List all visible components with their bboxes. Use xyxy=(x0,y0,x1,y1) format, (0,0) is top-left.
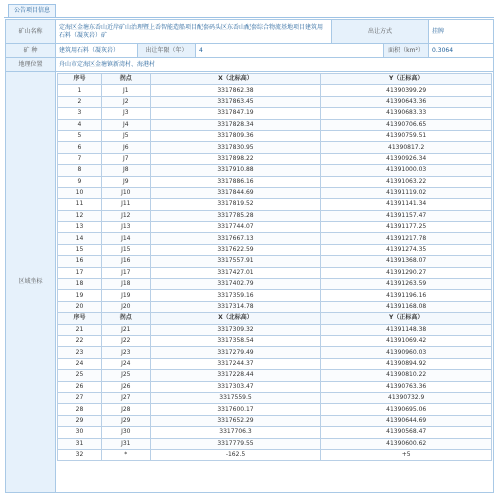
x-cell: 3317830.95 xyxy=(150,142,321,153)
point-cell: J11 xyxy=(101,199,150,210)
point-cell: J25 xyxy=(101,370,150,381)
point-cell: J29 xyxy=(101,415,150,426)
y-cell: 41390643.36 xyxy=(321,96,492,107)
x-cell: 3317600.17 xyxy=(150,404,321,415)
point-cell: J7 xyxy=(101,153,150,164)
x-cell: 3317622.59 xyxy=(150,244,321,255)
y-cell: 41391141.34 xyxy=(321,199,492,210)
y-cell: 41390706.65 xyxy=(321,119,492,130)
point-cell: J31 xyxy=(101,438,150,449)
x-cell: 3317359.16 xyxy=(150,290,321,301)
x-cell: 3317358.54 xyxy=(150,335,321,346)
y-cell: 41390810.22 xyxy=(321,370,492,381)
table-row xyxy=(58,85,492,96)
table-row xyxy=(58,347,492,358)
table-row xyxy=(58,267,492,278)
location-value: 舟山市定海区金塘镇新湾村、海港村 xyxy=(56,58,494,72)
table-row xyxy=(58,449,492,460)
point-cell: J2 xyxy=(101,96,150,107)
x-cell: 3317314.78 xyxy=(150,301,321,312)
point-cell: 拐点 xyxy=(101,313,150,324)
seq-cell: 24 xyxy=(58,358,102,369)
x-cell: 3317228.44 xyxy=(150,370,321,381)
seq-cell: 10 xyxy=(58,187,102,198)
table-row xyxy=(58,256,492,267)
point-cell: J1 xyxy=(101,85,150,96)
y-cell: 41391177.25 xyxy=(321,222,492,233)
seq-cell: 23 xyxy=(58,347,102,358)
point-cell: J13 xyxy=(101,222,150,233)
x-cell: 3317785.28 xyxy=(150,210,321,221)
y-cell: 41390683.33 xyxy=(321,108,492,119)
y-cell: 41391148.38 xyxy=(321,324,492,335)
seq-cell: 2 xyxy=(58,96,102,107)
point-cell: J23 xyxy=(101,347,150,358)
point-cell: J6 xyxy=(101,142,150,153)
area-label: 面积（km²） xyxy=(384,44,429,58)
x-cell: 3317844.69 xyxy=(150,187,321,198)
point-cell: J16 xyxy=(101,256,150,267)
seq-cell: 序号 xyxy=(58,313,102,324)
x-cell: 3317279.49 xyxy=(150,347,321,358)
y-cell: +5 xyxy=(321,449,492,460)
table-row xyxy=(58,381,492,392)
table-row xyxy=(58,358,492,369)
table-row xyxy=(58,301,492,312)
seq-cell: 18 xyxy=(58,279,102,290)
point-cell: * xyxy=(101,449,150,460)
tab-bar xyxy=(4,3,494,18)
table-row xyxy=(58,438,492,449)
years-label: 出让年限（年） xyxy=(138,44,196,58)
header-seq: 序号 xyxy=(58,74,102,85)
x-cell: 3317244.37 xyxy=(150,358,321,369)
header-point: 拐点 xyxy=(101,74,150,85)
point-cell: J5 xyxy=(101,130,150,141)
y-cell: 41390926.34 xyxy=(321,153,492,164)
seq-cell: 32 xyxy=(58,449,102,460)
x-cell: 3317559.5 xyxy=(150,392,321,403)
x-cell: 3317898.22 xyxy=(150,153,321,164)
y-cell: 41390960.03 xyxy=(321,347,492,358)
seq-cell: 21 xyxy=(58,324,102,335)
x-cell: 3317886.16 xyxy=(150,176,321,187)
coordinate-table xyxy=(57,73,492,461)
table-row xyxy=(58,153,492,164)
y-cell: 41391157.47 xyxy=(321,210,492,221)
point-cell: J19 xyxy=(101,290,150,301)
mine-name-value: 定海区金塘东岙山近岸矿山治理暨上岙智能造船项目配套码头区东岙山配套综合物流基地项目建筑用石料（凝灰岩）矿 xyxy=(56,20,332,44)
x-cell: X（北标高） xyxy=(150,313,321,324)
seq-cell: 11 xyxy=(58,199,102,210)
table-row xyxy=(58,165,492,176)
x-cell: 3317706.3 xyxy=(150,427,321,438)
point-cell: J10 xyxy=(101,187,150,198)
point-cell: J14 xyxy=(101,233,150,244)
x-cell: -162.5 xyxy=(150,449,321,460)
x-cell: 3317744.07 xyxy=(150,222,321,233)
y-cell: 41391000.03 xyxy=(321,165,492,176)
coords-cell xyxy=(56,72,494,493)
seq-cell: 13 xyxy=(58,222,102,233)
y-cell: 41391119.02 xyxy=(321,187,492,198)
header-y: Y（正标高） xyxy=(321,74,492,85)
seq-cell: 6 xyxy=(58,142,102,153)
point-cell: J22 xyxy=(101,335,150,346)
mineral-value: 建筑用石料（凝灰岩） xyxy=(56,44,138,58)
seq-cell: 12 xyxy=(58,210,102,221)
point-cell: J28 xyxy=(101,404,150,415)
y-cell: 41390763.36 xyxy=(321,381,492,392)
point-cell: J20 xyxy=(101,301,150,312)
seq-cell: 31 xyxy=(58,438,102,449)
y-cell: 41390600.62 xyxy=(321,438,492,449)
table-row xyxy=(58,415,492,426)
y-cell: 41390732.9 xyxy=(321,392,492,403)
table-row xyxy=(58,244,492,255)
years-value: 4 xyxy=(196,44,384,58)
y-cell: 41391217.78 xyxy=(321,233,492,244)
x-cell: 3317557.91 xyxy=(150,256,321,267)
point-cell: J27 xyxy=(101,392,150,403)
y-cell: 41391263.59 xyxy=(321,279,492,290)
x-cell: 3317910.88 xyxy=(150,165,321,176)
y-cell: 41390399.29 xyxy=(321,85,492,96)
seq-cell: 8 xyxy=(58,165,102,176)
y-cell: 41390759.51 xyxy=(321,130,492,141)
point-cell: J12 xyxy=(101,210,150,221)
mine-name-label: 矿山名称 xyxy=(6,20,56,44)
x-cell: 3317303.47 xyxy=(150,381,321,392)
x-cell: 3317667.13 xyxy=(150,233,321,244)
table-row xyxy=(58,187,492,198)
point-cell: J30 xyxy=(101,427,150,438)
x-cell: 3317847.19 xyxy=(150,108,321,119)
x-cell: 3317809.36 xyxy=(150,130,321,141)
seq-cell: 16 xyxy=(58,256,102,267)
table-row xyxy=(58,119,492,130)
header-x: X（北标高） xyxy=(150,74,321,85)
seq-cell: 25 xyxy=(58,370,102,381)
seq-cell: 4 xyxy=(58,119,102,130)
table-row xyxy=(58,392,492,403)
tab-project-info[interactable]: 公告项目信息 xyxy=(8,4,56,17)
seq-cell: 9 xyxy=(58,176,102,187)
seq-cell: 26 xyxy=(58,381,102,392)
point-cell: J21 xyxy=(101,324,150,335)
seq-cell: 3 xyxy=(58,108,102,119)
seq-cell: 30 xyxy=(58,427,102,438)
seq-cell: 22 xyxy=(58,335,102,346)
table-row xyxy=(58,279,492,290)
y-cell: 41391290.27 xyxy=(321,267,492,278)
table-row xyxy=(58,404,492,415)
point-cell: J18 xyxy=(101,279,150,290)
table-row xyxy=(58,290,492,301)
coordinate-header-row xyxy=(58,313,492,324)
table-row xyxy=(58,324,492,335)
y-cell: 41391069.42 xyxy=(321,335,492,346)
area-value: 0.3064 xyxy=(429,44,494,58)
table-row xyxy=(58,222,492,233)
mineral-label: 矿 种 xyxy=(6,44,56,58)
x-cell: 3317828.34 xyxy=(150,119,321,130)
y-cell: 41390894.92 xyxy=(321,358,492,369)
seq-cell: 7 xyxy=(58,153,102,164)
table-row xyxy=(58,233,492,244)
point-cell: J15 xyxy=(101,244,150,255)
point-cell: J9 xyxy=(101,176,150,187)
x-cell: 3317652.29 xyxy=(150,415,321,426)
sale-method-value: 挂牌 xyxy=(429,20,494,44)
table-row xyxy=(58,108,492,119)
seq-cell: 28 xyxy=(58,404,102,415)
seq-cell: 14 xyxy=(58,233,102,244)
table-row xyxy=(58,370,492,381)
table-row xyxy=(58,96,492,107)
coords-label: 区域坐标 xyxy=(6,72,56,493)
x-cell: 3317779.55 xyxy=(150,438,321,449)
table-row xyxy=(58,176,492,187)
seq-cell: 1 xyxy=(58,85,102,96)
seq-cell: 27 xyxy=(58,392,102,403)
table-row xyxy=(58,210,492,221)
y-cell: 41390568.47 xyxy=(321,427,492,438)
project-info-table xyxy=(5,19,494,493)
table-row xyxy=(58,335,492,346)
point-cell: J24 xyxy=(101,358,150,369)
table-row xyxy=(58,427,492,438)
sale-method-label: 出让方式 xyxy=(332,20,429,44)
x-cell: 3317427.01 xyxy=(150,267,321,278)
x-cell: 3317863.45 xyxy=(150,96,321,107)
y-cell: 41391063.22 xyxy=(321,176,492,187)
y-cell: 41390644.69 xyxy=(321,415,492,426)
table-row xyxy=(58,142,492,153)
x-cell: 3317402.79 xyxy=(150,279,321,290)
seq-cell: 20 xyxy=(58,301,102,312)
y-cell: 41391196.16 xyxy=(321,290,492,301)
point-cell: J8 xyxy=(101,165,150,176)
seq-cell: 15 xyxy=(58,244,102,255)
x-cell: 3317819.52 xyxy=(150,199,321,210)
y-cell: 41391274.35 xyxy=(321,244,492,255)
seq-cell: 5 xyxy=(58,130,102,141)
point-cell: J3 xyxy=(101,108,150,119)
point-cell: J26 xyxy=(101,381,150,392)
x-cell: 3317862.38 xyxy=(150,85,321,96)
point-cell: J4 xyxy=(101,119,150,130)
y-cell: 41390817.2 xyxy=(321,142,492,153)
seq-cell: 29 xyxy=(58,415,102,426)
location-label: 地理位置 xyxy=(6,58,56,72)
seq-cell: 19 xyxy=(58,290,102,301)
x-cell: 3317309.32 xyxy=(150,324,321,335)
y-cell: 41390695.06 xyxy=(321,404,492,415)
point-cell: J17 xyxy=(101,267,150,278)
coordinate-header-row xyxy=(58,74,492,85)
table-row xyxy=(58,130,492,141)
table-row xyxy=(58,199,492,210)
y-cell: 41391368.07 xyxy=(321,256,492,267)
seq-cell: 17 xyxy=(58,267,102,278)
y-cell: 41391168.08 xyxy=(321,301,492,312)
y-cell: Y（正标高） xyxy=(321,313,492,324)
